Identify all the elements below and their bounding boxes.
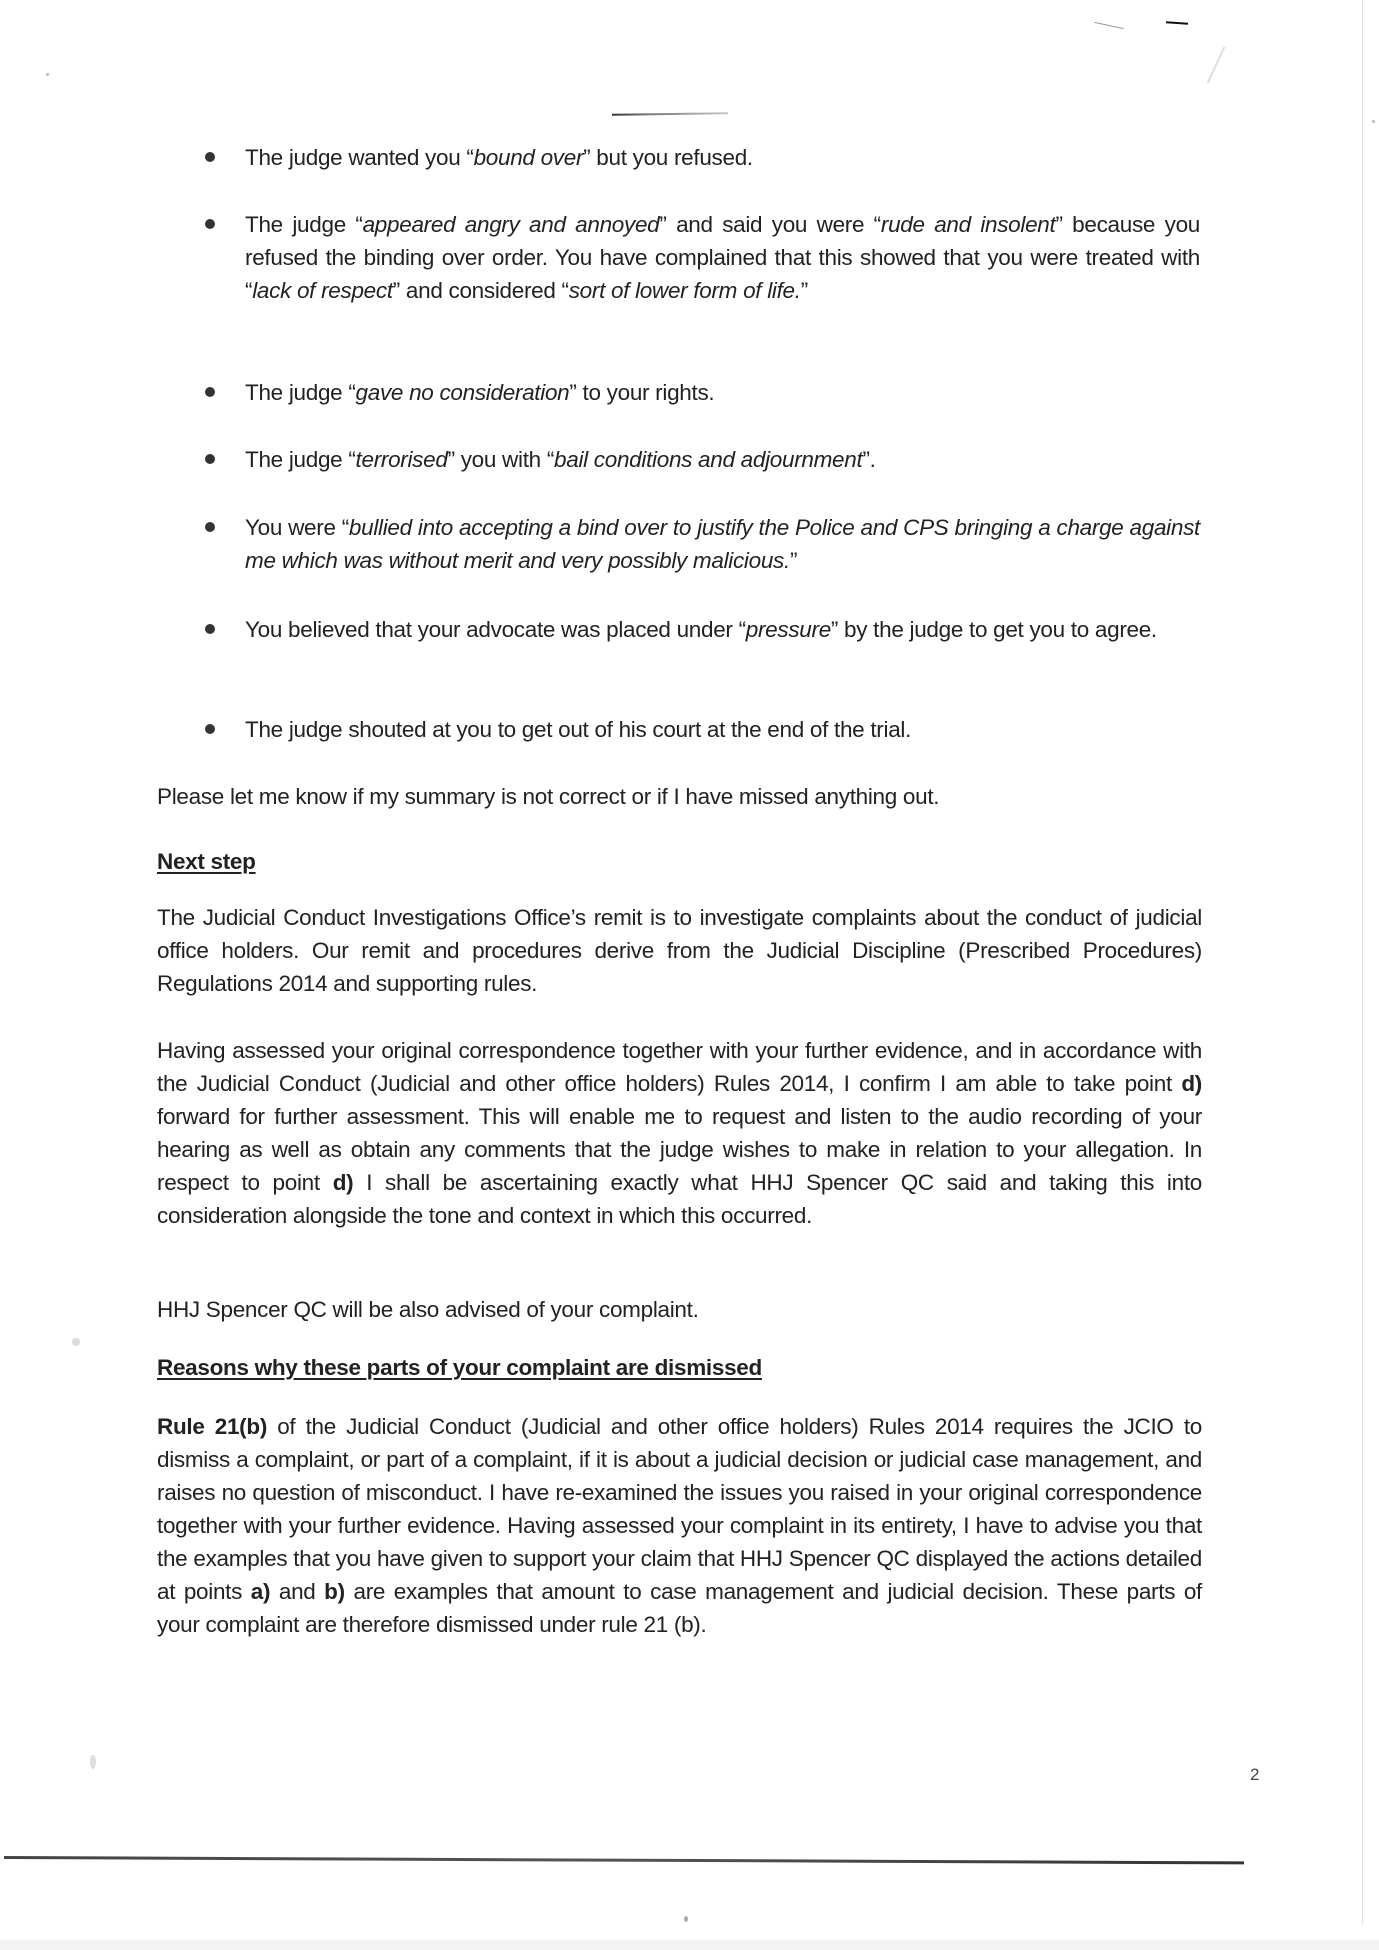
scan-bottom-strip [0,1940,1379,1950]
scan-speck [46,73,49,76]
paper-edge [1362,0,1363,1925]
scan-mark-top-line [612,112,728,116]
assessment-paragraph: Having assessed your original correspondence together with your further evidence, and in accordance with the Judicial Conduct (Judicial and other office holders) Rules 2014, I confirm I am able to take point d) forward for further assessment. This will enable me to request and listen to the audio recording of your hearing as well as obtain any comments that the judge wishes to make in relation to your allegation. In respect to point d) I shall be ascertaining exactly what HHJ Spencer QC said and taking this into consideration alongside the tone and context in which this occurred. [157,1038,1203,1228]
bullet-icon [205,522,215,532]
scan-mark-faint-stroke [1207,46,1226,83]
bullet-text: You believed that your advocate was placed under “pressure” by the judge to get you to agree. [245,617,1157,642]
page-number: 2 [1250,1765,1260,1784]
bullet-text: The judge wanted you “bound over” but you refused. [245,145,753,170]
scan-speck [72,1338,80,1346]
bullet-icon [205,624,215,634]
bullet-icon [205,454,215,464]
bullet-text: The judge “gave no consideration” to your rights. [245,380,715,405]
jcio-remit-paragraph: The Judicial Conduct Investigations Office’s remit is to investigate complaints about the conduct of judicial office holders. Our remit and procedures derive from the Judicial Discipline (Prescribed Procedures) Regulations 2014 and supporting rules. [157,905,1202,996]
footer-rule [4,1856,1244,1864]
scan-mark-corner-dash-faint [1094,22,1124,29]
scan-speck [90,1755,96,1769]
scan-mark-corner-dash [1166,21,1188,25]
scan-speck [1372,120,1375,123]
bullet-icon [205,724,215,734]
bullet-icon [205,387,215,397]
bullet-icon [205,152,215,162]
dismissal-heading: Reasons why these parts of your complaint are dismissed [157,1355,762,1380]
bullet-text: The judge “appeared angry and annoyed” and said you were “rude and insolent” because you refused the binding over order. You have complained that this showed that you were treated with “lack of respect” and considered “sort of lower form of life.” [245,212,1200,303]
bullet-text: The judge shouted at you to get out of his court at the end of the trial. [245,717,912,742]
scan-speck [684,1916,688,1922]
judge-advised-paragraph: HHJ Spencer QC will be also advised of your complaint. [157,1297,699,1322]
dismissal-paragraph: Rule 21(b) of the Judicial Conduct (Judicial and other office holders) Rules 2014 requires the JCIO to dismiss a complaint, or part of a complaint, if it is about a judicial decision or judicial case management, and raises no question of misconduct. I have re-examined the issues you raised in your original correspondence together with your further evidence. Having assessed your complaint in its entirety, I have to advise you that the examples that you have given to support your claim that HHJ Spencer QC displayed the actions detailed at points a) and b) are examples that amount to case management and judicial decision. These parts of your complaint are therefore dismissed under rule 21 (b). [157,1414,1202,1637]
bullet-text: You were “bullied into accepting a bind over to justify the Police and CPS bringing a charge against me which was without merit and very possibly malicious.” [245,515,1200,573]
bullet-icon [205,219,215,229]
next-step-heading: Next step [157,849,256,874]
confirm-summary-paragraph: Please let me know if my summary is not correct or if I have missed anything out. [157,784,940,809]
bullet-text: The judge “terrorised” you with “bail conditions and adjournment”. [245,447,876,472]
